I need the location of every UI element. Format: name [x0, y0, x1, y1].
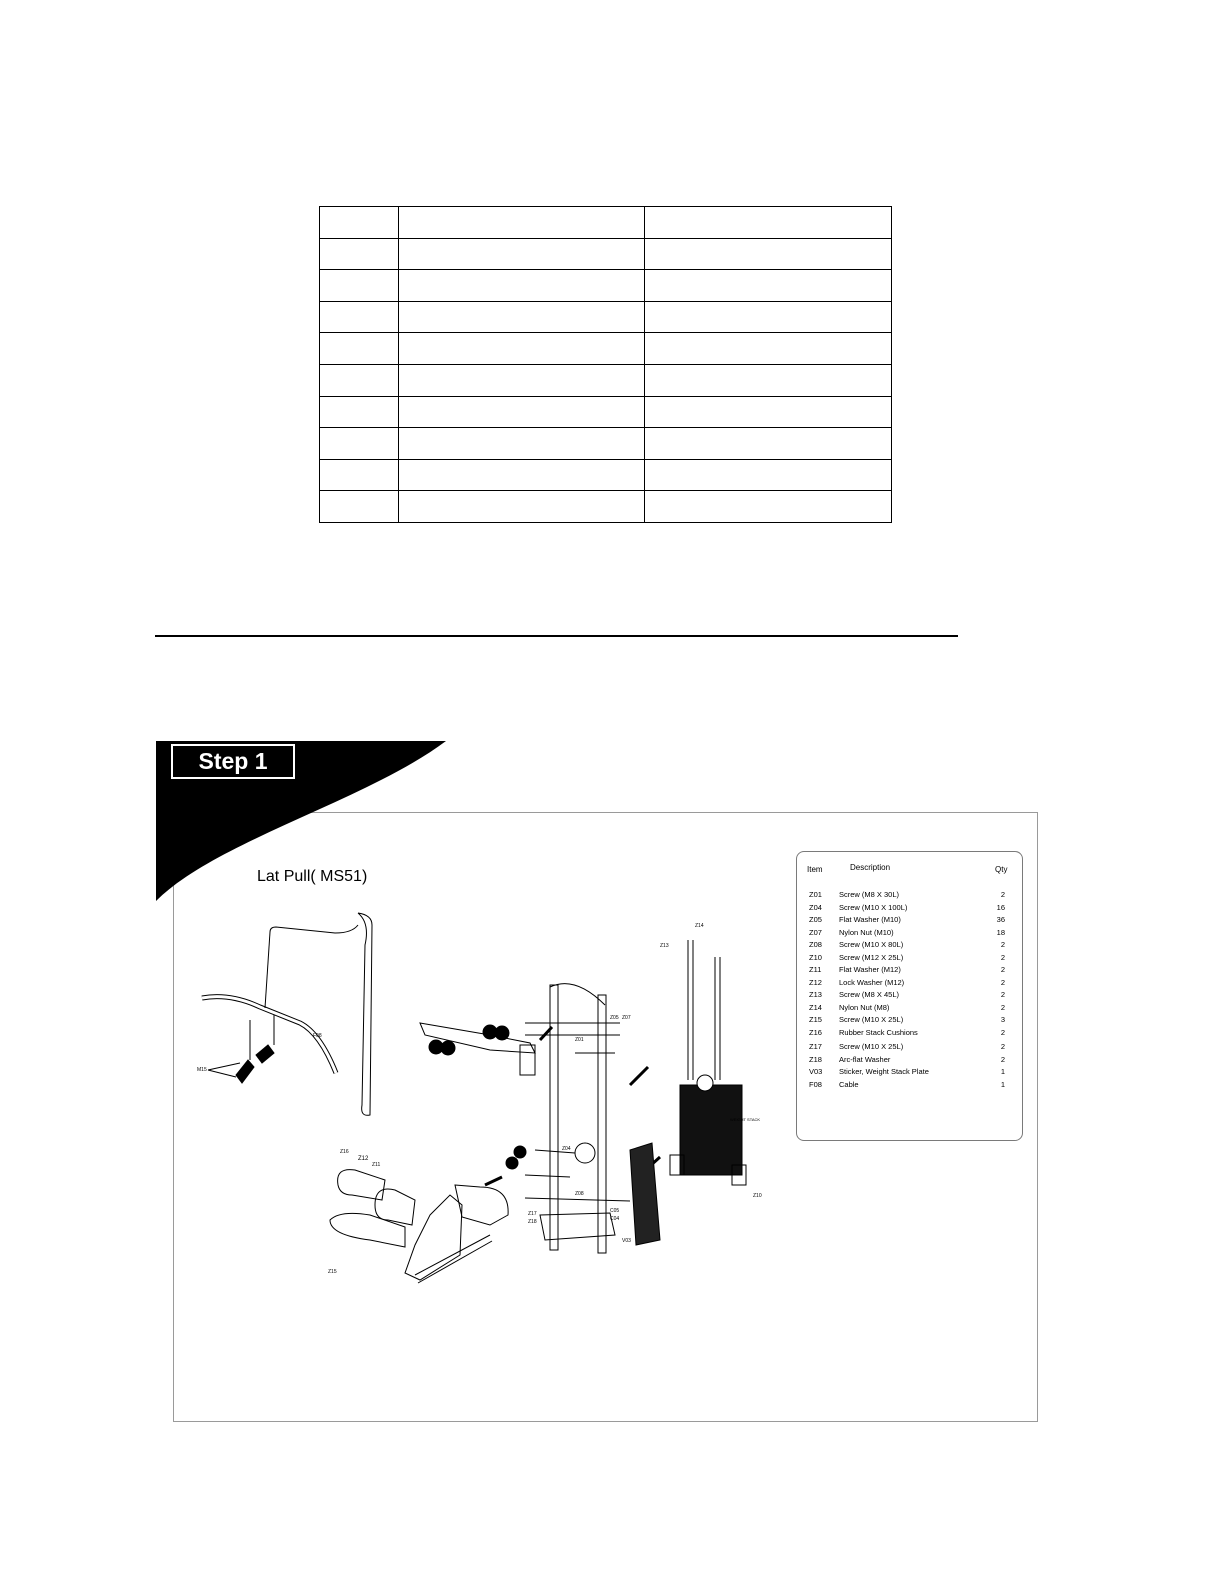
- part-item: Z14: [809, 1002, 822, 1012]
- table-row: [320, 270, 892, 302]
- leg-rollers: [485, 1146, 526, 1185]
- callout-z05: Z05: [610, 1015, 619, 1021]
- part-item: Z08: [809, 940, 822, 949]
- table-cell: [399, 207, 645, 239]
- part-description: Screw (M10 X 25L): [839, 1042, 904, 1051]
- part-qty: 2: [1000, 990, 1005, 999]
- table-cell: [399, 491, 645, 523]
- exploded-assembly-drawing: [190, 895, 780, 1315]
- table-cell: [399, 301, 645, 333]
- weight-stack: [622, 923, 762, 1245]
- part-description: Rubber Stack Cushions: [839, 1027, 918, 1037]
- top-arm: [420, 1023, 552, 1075]
- callout-z11: Z11: [372, 1162, 381, 1168]
- table-row: [320, 364, 892, 396]
- part-qty: 2: [1000, 1027, 1005, 1037]
- part-item: F08: [809, 1079, 822, 1089]
- table-cell: [320, 459, 399, 491]
- table-cell: [320, 428, 399, 460]
- table-row: [320, 238, 892, 270]
- parts-list-header: [797, 863, 1022, 875]
- table-cell: [645, 491, 892, 523]
- part-item: Z10: [809, 952, 822, 962]
- list-item: [797, 940, 1022, 953]
- callout-z08: Z08: [575, 1191, 584, 1197]
- part-qty: 2: [1000, 1054, 1005, 1064]
- arrow-icon: [485, 1177, 502, 1185]
- list-item: [797, 1028, 1022, 1041]
- part-item: Z01: [809, 890, 822, 899]
- list-item: [797, 990, 1022, 1003]
- callout-z14: Z14: [695, 923, 704, 929]
- callout-stack: WEIGHT STACK: [730, 1117, 761, 1122]
- part-item: Z18: [809, 1054, 822, 1064]
- table-cell: [645, 428, 892, 460]
- part-item: Z11: [809, 965, 822, 974]
- parts-list: [796, 851, 1023, 1141]
- table-cell: [399, 333, 645, 365]
- part-item: Z16: [809, 1027, 822, 1037]
- callout-c04: C04: [610, 1216, 620, 1222]
- part-description: Cable: [839, 1079, 859, 1089]
- list-item: [797, 890, 1022, 903]
- main-frame: [525, 984, 631, 1253]
- list-item: [797, 1067, 1022, 1080]
- table-cell: [645, 238, 892, 270]
- lat-bar: [202, 925, 358, 1073]
- part-qty: 2: [1000, 965, 1005, 974]
- part-description: Lock Washer (M12): [839, 977, 905, 987]
- header-item: Item: [807, 865, 823, 874]
- part-qty: 36: [996, 915, 1005, 924]
- part-item: Z04: [809, 902, 822, 912]
- callout-z13: Z13: [660, 943, 669, 949]
- table-cell: [399, 238, 645, 270]
- list-item: [797, 1042, 1022, 1055]
- empty-grid-table: [319, 206, 892, 523]
- callout-z04: Z04: [562, 1146, 571, 1152]
- part-description: Arc-flat Washer: [839, 1054, 891, 1064]
- list-item: [797, 1055, 1022, 1068]
- table-cell: [320, 238, 399, 270]
- callout-c05: C05: [610, 1208, 620, 1214]
- header-qty: Qty: [995, 865, 1008, 874]
- list-item: [797, 915, 1022, 928]
- table-cell: [645, 207, 892, 239]
- list-item: [797, 978, 1022, 991]
- table-cell: [645, 364, 892, 396]
- list-item: [797, 1015, 1022, 1028]
- part-description: Screw (M10 X 25L): [839, 1015, 904, 1024]
- callout-z15: Z15: [328, 1269, 337, 1275]
- part-qty: 1: [1000, 1067, 1005, 1076]
- part-description: Nylon Nut (M10): [839, 927, 894, 937]
- part-item: Z17: [809, 1042, 822, 1051]
- table-cell: [645, 459, 892, 491]
- diagram-title: Lat Pull( MS51): [257, 868, 368, 885]
- handles-m15: [197, 1015, 274, 1083]
- part-qty: 18: [996, 927, 1005, 937]
- part-description: Screw (M10 X 80L): [839, 940, 904, 949]
- table-cell: [399, 459, 645, 491]
- seat-frame: [328, 1149, 508, 1283]
- table-cell: [645, 396, 892, 428]
- part-description: Flat Washer (M12): [839, 965, 901, 974]
- part-item: Z13: [809, 990, 822, 999]
- table-cell: [399, 396, 645, 428]
- list-item: [797, 928, 1022, 941]
- table-cell: [320, 491, 399, 523]
- part-description: Screw (M8 X 45L): [839, 990, 900, 999]
- table-row: [320, 459, 892, 491]
- table-cell: [320, 270, 399, 302]
- cable-f08: [313, 913, 372, 1115]
- part-description: Sticker, Weight Stack Plate: [839, 1067, 929, 1076]
- part-qty: 2: [1000, 952, 1005, 962]
- table-row: [320, 491, 892, 523]
- table-cell: [645, 270, 892, 302]
- table-cell: [399, 364, 645, 396]
- callout-z07: Z07: [622, 1015, 631, 1021]
- part-description: Screw (M12 X 25L): [839, 952, 904, 962]
- part-item: Z12: [809, 977, 822, 987]
- callout-m15: M15: [197, 1067, 207, 1073]
- table-row: [320, 207, 892, 239]
- table-cell: [399, 428, 645, 460]
- part-description: Flat Washer (M10): [839, 915, 901, 924]
- callout-z17: Z17: [528, 1211, 537, 1217]
- parts-rows: [797, 890, 1022, 1092]
- table-cell: [320, 207, 399, 239]
- callout-v03: V03: [622, 1238, 631, 1244]
- step-label: Step 1: [171, 744, 295, 779]
- header-description: Description: [850, 863, 891, 872]
- part-description: Nylon Nut (M8): [839, 1002, 890, 1012]
- part-description: Screw (M10 X 100L): [839, 902, 908, 912]
- table-cell: [320, 333, 399, 365]
- part-qty: 1: [1000, 1079, 1005, 1089]
- callout-z01: Z01: [575, 1037, 584, 1043]
- callout-z16: Z16: [340, 1149, 349, 1155]
- list-item: [797, 1080, 1022, 1093]
- part-item: Z15: [809, 1015, 822, 1024]
- part-qty: 16: [996, 902, 1005, 912]
- part-item: Z05: [809, 915, 822, 924]
- part-qty: 3: [1000, 1015, 1005, 1024]
- part-qty: 2: [1000, 1002, 1005, 1012]
- part-qty: 2: [1000, 1042, 1005, 1051]
- horizontal-rule: [155, 635, 958, 637]
- part-item: Z07: [809, 927, 822, 937]
- list-item: [797, 1003, 1022, 1016]
- table-row: [320, 428, 892, 460]
- part-qty: 2: [1000, 940, 1005, 949]
- table-cell: [320, 301, 399, 333]
- callout-f08: F08: [313, 1033, 322, 1039]
- arrow-icon: [630, 1067, 648, 1085]
- list-item: [797, 953, 1022, 966]
- table-cell: [645, 333, 892, 365]
- table-cell: [399, 270, 645, 302]
- part-qty: 2: [1000, 890, 1005, 899]
- part-item: V03: [809, 1067, 823, 1076]
- callout-z18: Z18: [528, 1219, 537, 1225]
- list-item: [797, 903, 1022, 916]
- callout-z12: Z12: [358, 1156, 369, 1162]
- table-row: [320, 333, 892, 365]
- table-cell: [320, 396, 399, 428]
- table-cell: [645, 301, 892, 333]
- table-row: [320, 396, 892, 428]
- callout-z10: Z10: [753, 1193, 762, 1199]
- table-row: [320, 301, 892, 333]
- table-cell: [320, 364, 399, 396]
- part-qty: 2: [1000, 977, 1005, 987]
- part-description: Screw (M8 X 30L): [839, 890, 900, 899]
- list-item: [797, 965, 1022, 978]
